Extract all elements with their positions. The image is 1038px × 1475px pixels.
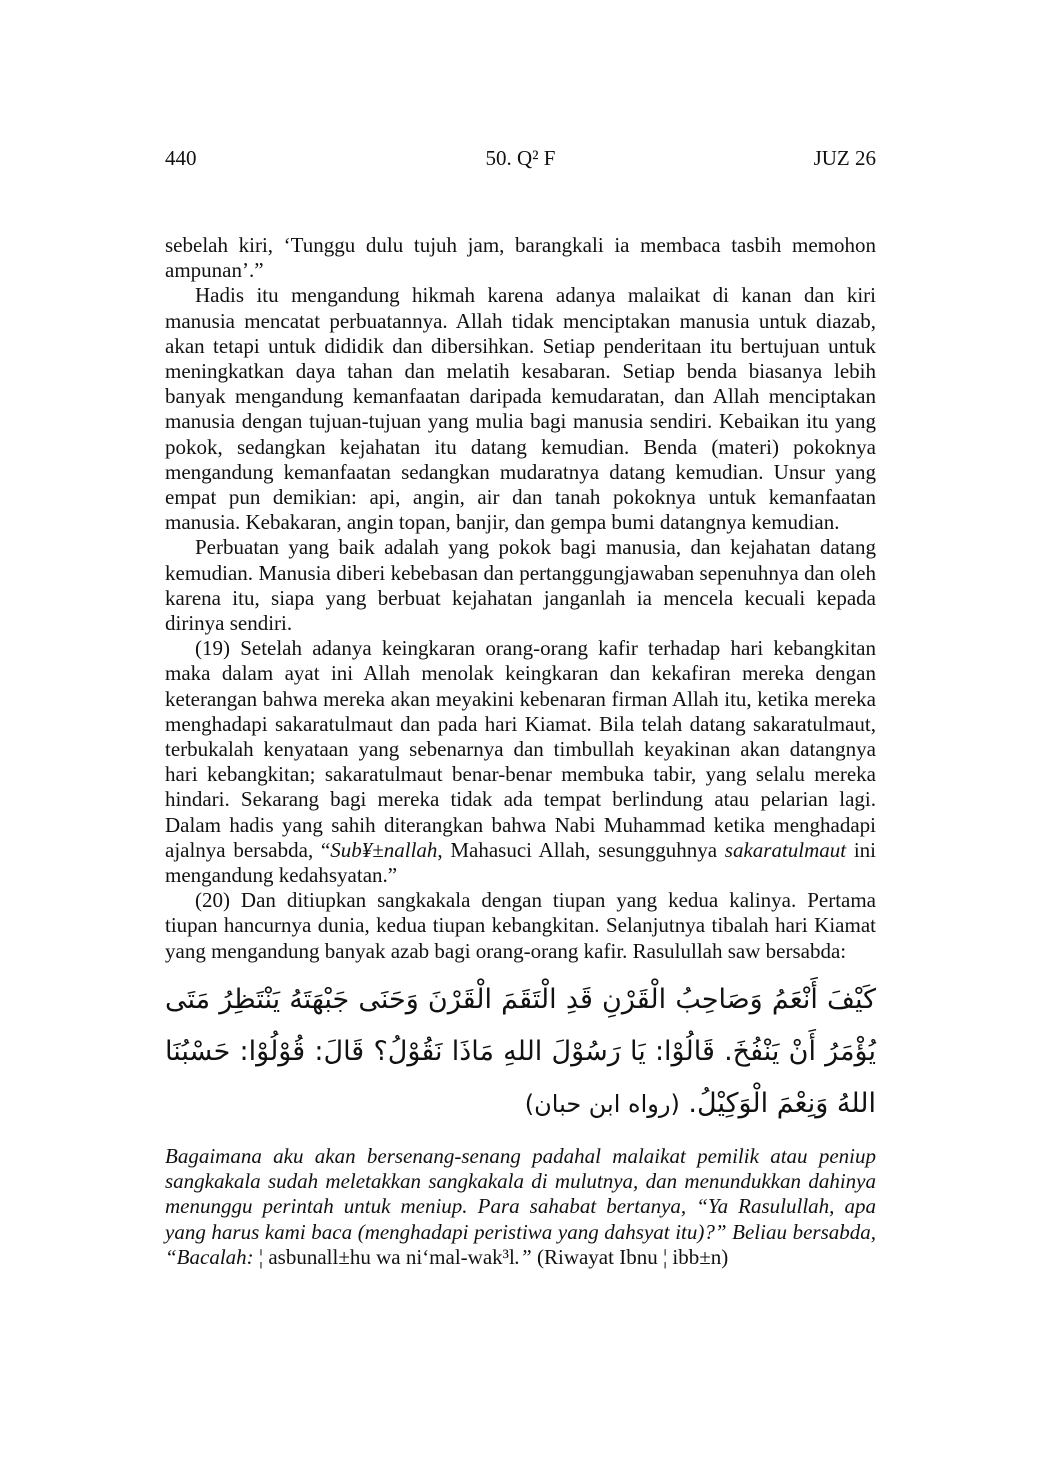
- translation-source: (Riwayat Ibnu ¦ ibb±n): [536, 1244, 729, 1269]
- page-header: [165, 146, 876, 174]
- page-number: 440: [165, 146, 197, 170]
- body-text: [165, 233, 876, 1270]
- juz-label: JUZ 26: [813, 146, 876, 170]
- italic-term-subhanallah: Sub¥±nallah: [330, 837, 438, 862]
- arabic-hadith-source: (رواه ابن حبان): [524, 1089, 680, 1118]
- paragraph-verse-19: [165, 636, 876, 888]
- italic-term-sakaratulmaut: sakaratulmaut: [724, 837, 847, 862]
- translation-italic-end: .”: [514, 1244, 537, 1269]
- translation-italic: Bagaimana aku akan bersenang-senang padahal malaikat pemilik atau peniup sangkakala sudah meletakkan sangkakala di mulutnya, dan menundukkan dahinya menunggu perintah untuk meniup. Para sahabat bertanya, “Ya Rasulullah, apa yang harus kami baca (menghadapi peristiwa yang dahsyat itu)?” Beliau bersabda, “Bacalah:: [165, 1143, 876, 1269]
- text-span: (19) Setelah adanya keingkaran orang-orang kafir terhadap hari kebangkitan maka dalam ayat ini Allah menolak keingkaran dan kekafiran mereka dengan keterangan bahwa mereka akan meyakini kebenaran firman Allah itu, ketika mereka menghadapi sakaratulmaut dan pada hari Kiamat. Bila telah datang sakaratulmaut, terbukalah kenyataan yang sebenarnya dan timbullah keyakinan akan datangnya hari kebangkitan; sakaratulmaut benar-benar membuka tabir, yang selalu mereka hindari. Sekarang bagi mereka tidak ada tempat berlindung atau pelarian lagi. Dalam hadis yang sahih diterangkan bahwa Nabi Muhammad ketika menghadapi ajalnya bersabda, “: [165, 636, 876, 862]
- paragraph-verse-20: (20) Dan ditiupkan sangkakala dengan tiupan yang kedua kalinya. Pertama tiupan hancurnya dunia, kedua tiupan kebangkitan. Selanjutnya tibalah hari Kiamat yang mengandung banyak azab bagi orang-orang kafir. Rasulullah saw bersabda:: [165, 888, 876, 963]
- surah-title: 50. Q² F: [485, 146, 556, 170]
- hadith-translation: [165, 1144, 876, 1270]
- paragraph-perbuatan-baik: Perbuatan yang baik adalah yang pokok bagi manusia, dan kejahatan datang kemudian. Manusia diberi kebebasan dan pertanggungjawaban sepenuhnya dan oleh karena itu, siapa yang berbuat kejahatan janganlah ia mencela kecuali kepada dirinya sendiri.: [165, 535, 876, 636]
- text-span: , Mahasuci Allah, sesungguhnya: [437, 837, 725, 862]
- translation-transliteration: ¦ asbunall±hu wa ni‘mal-wak³l: [258, 1244, 515, 1269]
- paragraph-hadis-hikmah: Hadis itu mengandung hikmah karena adanya malaikat di kanan dan kiri manusia mencatat perbuatannya. Allah tidak menciptakan manusia untuk diazab, akan tetapi untuk dididik dan dibersihkan. Setiap penderitaan itu bertujuan untuk meningkatkan daya tahan dan melatih kesabaran. Setiap benda biasanya lebih banyak mengandung kemanfaatan daripada kemudaratan, dan Allah menciptakan manusia dengan tujuan-tujuan yang mulia bagi manusia sendiri. Kebaikan itu yang pokok, sedangkan kejahatan itu datang kemudian. Benda (materi) pokoknya mengandung kemanfaatan sedangkan mudaratnya datang kemudian. Unsur yang empat pun demikian: api, angin, air dan tanah pokoknya untuk kemanfaatan manusia. Kebakaran, angin topan, banjir, dan gempa bumi datangnya kemudian.: [165, 283, 876, 535]
- arabic-hadith: [165, 974, 876, 1130]
- arabic-hadith-text: كَيْفَ أَنْعَمُ وَصَاحِبُ الْقَرْنِ قَدِ الْتَقَمَ الْقَرْنَ وَحَنَى جَبْهَتَهُ يَنْتَظِرُ مَتَى يُؤْمَرُ أَنْ يَنْفُخَ. قَالُوْا: يَا رَسُوْلَ اللهِ مَاذَا نَقُوْلُ؟ قَالَ: قُوْلُوْا: حَسْبُنَا اللهُ وَنِعْمَ الْوَكِيْلُ.: [165, 983, 876, 1119]
- text-span: ini mengandung kedahsyatan.”: [165, 837, 876, 888]
- paragraph-continuation: sebelah kiri, ‘Tunggu dulu tujuh jam, barangkali ia membaca tasbih memohon ampunan’.”: [165, 233, 876, 283]
